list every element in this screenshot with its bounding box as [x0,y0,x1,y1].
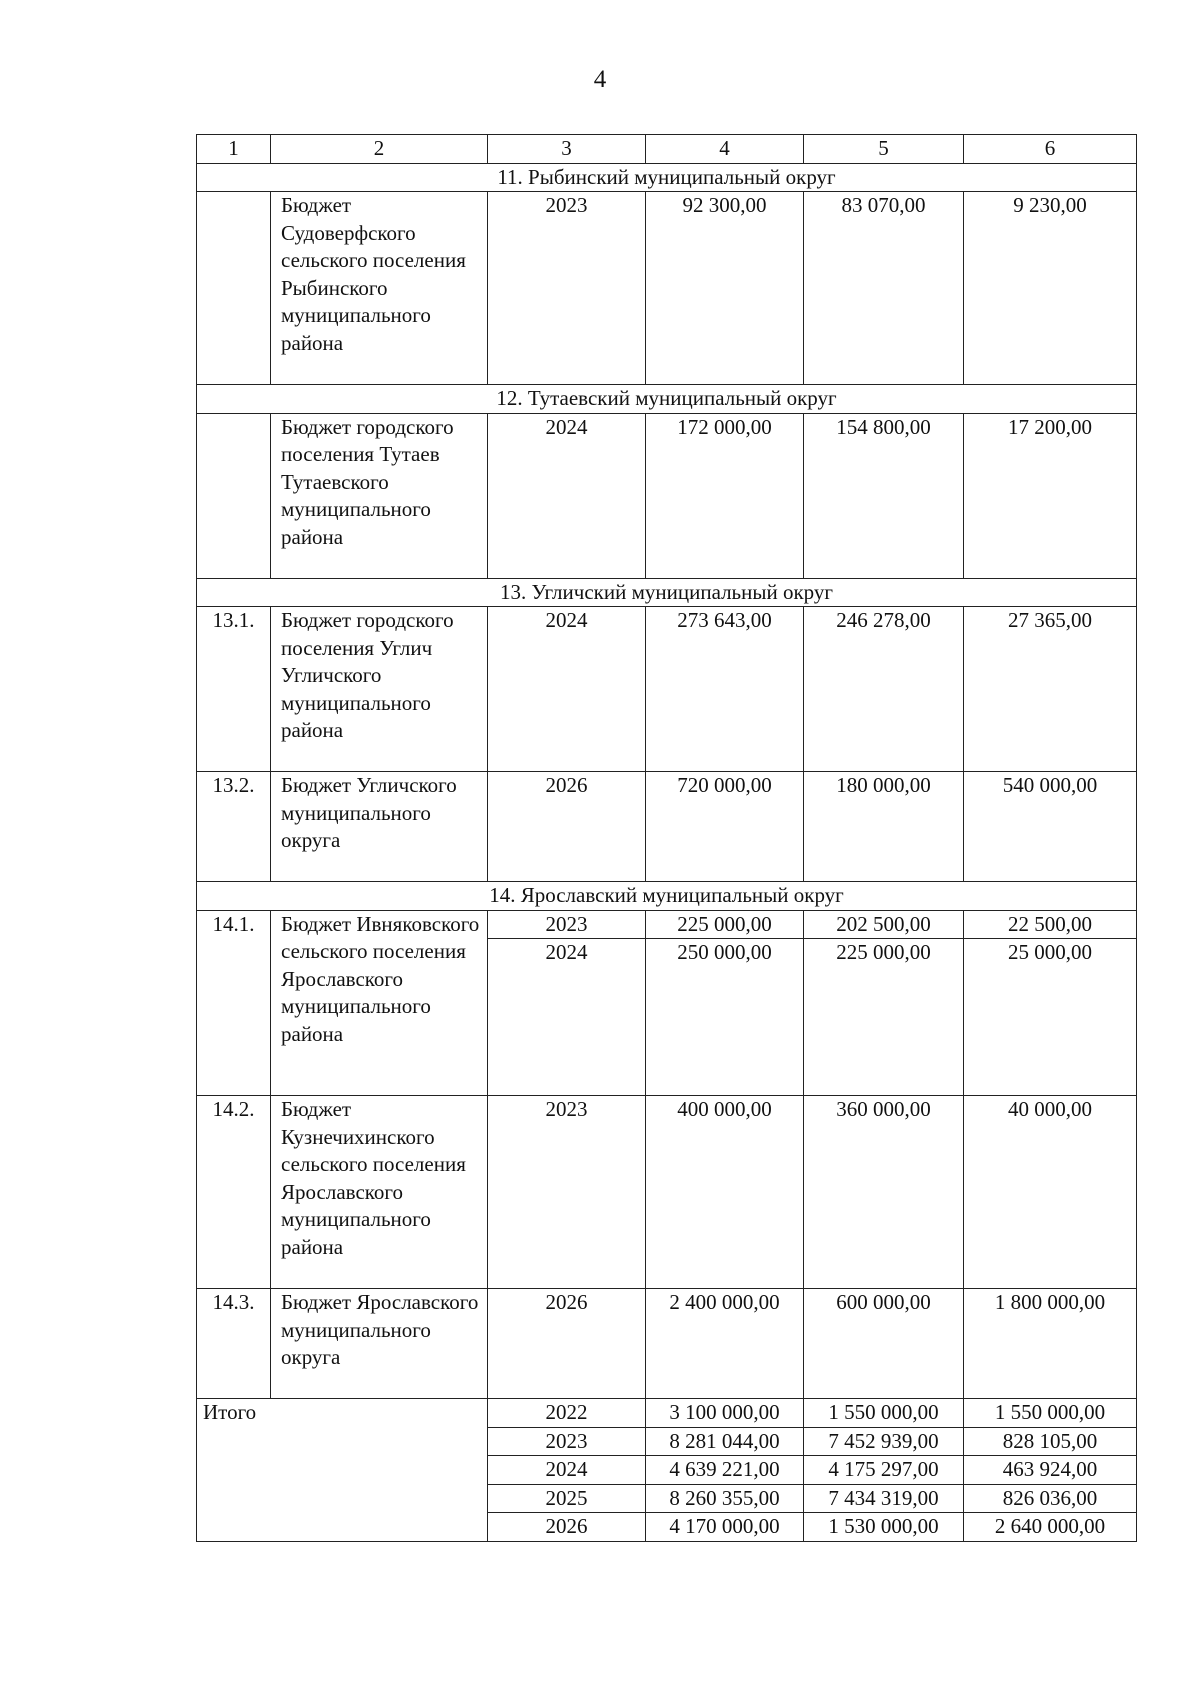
budget-name: Бюджет Ярославского муниципального округа [271,1289,488,1399]
year-cell: 2025 [488,1484,646,1513]
amount-col5: 225 000,00 [804,939,964,1096]
amount-col4: 8 260 355,00 [646,1484,804,1513]
section-title: 14. Ярославский муниципальный округ [197,882,1137,911]
table-row [197,607,1137,772]
item-number: 14.1. [197,910,271,1096]
budget-name: Бюджет Ивняковского сельского поселения Ярославского муниципального района [271,910,488,1096]
table-row [197,1289,1137,1399]
budget-name: Бюджет городского поселения Тутаев Тутаевского муниципального района [271,413,488,578]
table-row [197,910,1137,939]
amount-col6: 25 000,00 [964,939,1137,1096]
year-cell: 2023 [488,192,646,385]
item-number: 14.3. [197,1289,271,1399]
year-cell: 2023 [488,1096,646,1289]
section-title: 11. Рыбинский муниципальный округ [197,163,1137,192]
year-cell: 2024 [488,1456,646,1485]
amount-col4: 250 000,00 [646,939,804,1096]
amount-col6: 2 640 000,00 [964,1513,1137,1542]
section-heading-row [197,163,1137,192]
amount-col6: 540 000,00 [964,772,1137,882]
budget-table [196,134,1137,1542]
year-cell: 2024 [488,413,646,578]
year-cell: 2023 [488,1427,646,1456]
table-row [197,413,1137,578]
amount-col6: 828 105,00 [964,1427,1137,1456]
amount-col5: 180 000,00 [804,772,964,882]
amount-col5: 7 434 319,00 [804,1484,964,1513]
column-number: 2 [271,135,488,164]
section-heading-row [197,385,1137,414]
amount-col4: 8 281 044,00 [646,1427,804,1456]
year-cell: 2026 [488,1513,646,1542]
amount-col5: 246 278,00 [804,607,964,772]
budget-name: Бюджет городского поселения Углич Угличского муниципального района [271,607,488,772]
amount-col4: 172 000,00 [646,413,804,578]
amount-col6: 27 365,00 [964,607,1137,772]
amount-col5: 83 070,00 [804,192,964,385]
section-title: 12. Тутаевский муниципальный округ [197,385,1137,414]
amount-col4: 225 000,00 [646,910,804,939]
column-number: 3 [488,135,646,164]
item-number: 13.1. [197,607,271,772]
amount-col6: 1 800 000,00 [964,1289,1137,1399]
section-heading-row [197,578,1137,607]
amount-col6: 9 230,00 [964,192,1137,385]
total-label: Итого [197,1399,488,1542]
amount-col5: 600 000,00 [804,1289,964,1399]
amount-col5: 1 530 000,00 [804,1513,964,1542]
table-row [197,192,1137,385]
amount-col4: 273 643,00 [646,607,804,772]
page-number: 4 [593,66,607,93]
year-cell: 2026 [488,772,646,882]
amount-col4: 3 100 000,00 [646,1399,804,1428]
amount-col5: 7 452 939,00 [804,1427,964,1456]
amount-col5: 202 500,00 [804,910,964,939]
amount-col4: 720 000,00 [646,772,804,882]
amount-col4: 92 300,00 [646,192,804,385]
amount-col6: 826 036,00 [964,1484,1137,1513]
amount-col6: 40 000,00 [964,1096,1137,1289]
amount-col6: 463 924,00 [964,1456,1137,1485]
amount-col4: 400 000,00 [646,1096,804,1289]
column-number: 6 [964,135,1137,164]
item-number [197,413,271,578]
column-number: 5 [804,135,964,164]
table-row [197,1096,1137,1289]
year-cell: 2024 [488,607,646,772]
amount-col5: 154 800,00 [804,413,964,578]
item-number: 14.2. [197,1096,271,1289]
item-number: 13.2. [197,772,271,882]
amount-col5: 360 000,00 [804,1096,964,1289]
table-row [197,772,1137,882]
total-row [197,1399,1137,1428]
year-cell: 2022 [488,1399,646,1428]
budget-name: Бюджет Угличского муниципального округа [271,772,488,882]
amount-col5: 1 550 000,00 [804,1399,964,1428]
column-number: 4 [646,135,804,164]
section-title: 13. Угличский муниципальный округ [197,578,1137,607]
budget-name: Бюджет Судоверфского сельского поселения Рыбинского муниципального района [271,192,488,385]
year-cell: 2024 [488,939,646,1096]
amount-col4: 4 170 000,00 [646,1513,804,1542]
amount-col4: 2 400 000,00 [646,1289,804,1399]
amount-col6: 22 500,00 [964,910,1137,939]
year-cell: 2023 [488,910,646,939]
column-number-row [197,135,1137,164]
budget-name: Бюджет Кузнечихинского сельского поселения Ярославского муниципального района [271,1096,488,1289]
amount-col5: 4 175 297,00 [804,1456,964,1485]
amount-col4: 4 639 221,00 [646,1456,804,1485]
item-number [197,192,271,385]
section-heading-row [197,882,1137,911]
column-number: 1 [197,135,271,164]
amount-col6: 17 200,00 [964,413,1137,578]
amount-col6: 1 550 000,00 [964,1399,1137,1428]
year-cell: 2026 [488,1289,646,1399]
